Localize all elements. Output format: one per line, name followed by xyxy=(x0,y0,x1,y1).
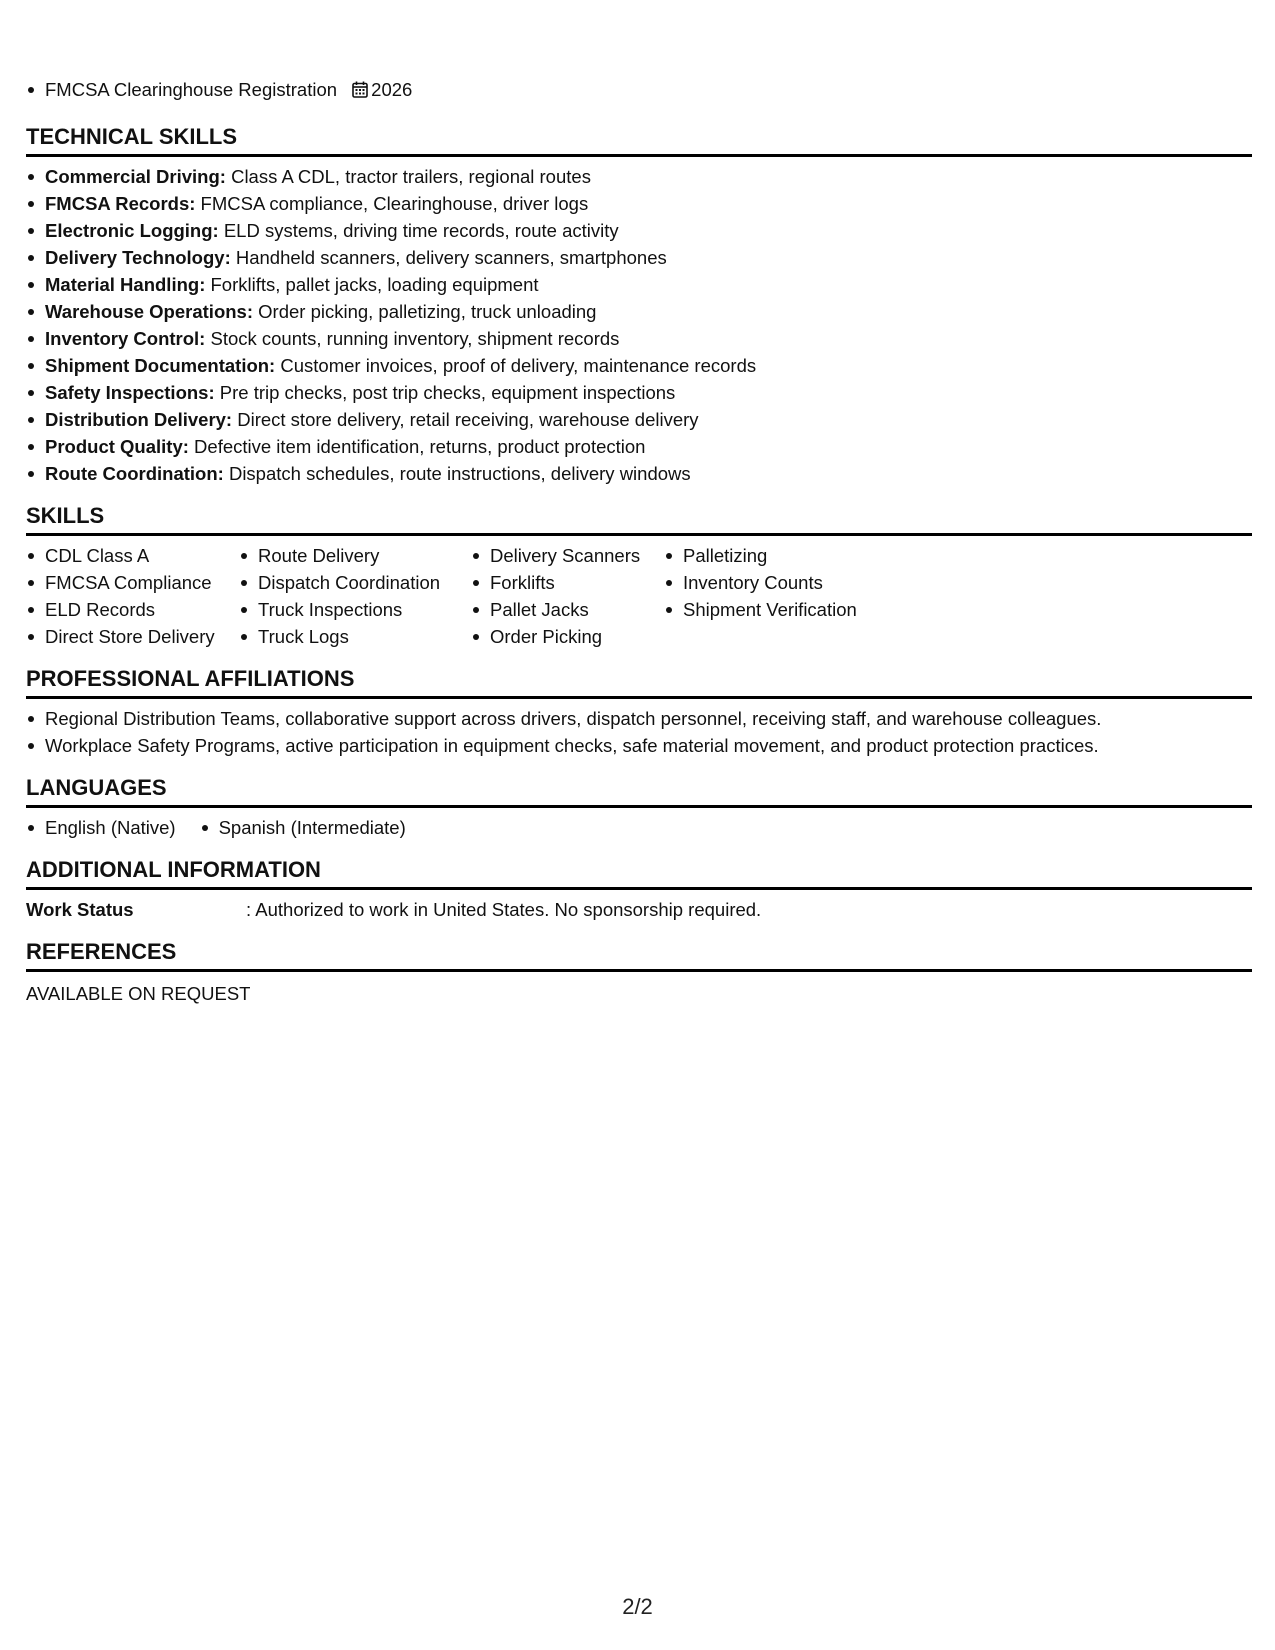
technical-skill-item xyxy=(26,217,1252,244)
resume-page xyxy=(26,76,1252,1007)
info-value: : Authorized to work in United States. No sponsorship required. xyxy=(246,899,762,920)
technical-skill-item xyxy=(26,352,1252,379)
skill-item: Delivery Scanners xyxy=(471,542,642,569)
certification-name: FMCSA Clearinghouse Registration xyxy=(45,79,338,100)
skill-item: Route Delivery xyxy=(239,542,449,569)
technical-skill-item xyxy=(26,244,1252,271)
skill-details: Direct store delivery, retail receiving, warehouse delivery xyxy=(232,409,699,430)
skill-category: Commercial Driving: xyxy=(45,166,226,187)
affiliation-item: Workplace Safety Programs, active participation in equipment checks, safe material movement, and product protection practices. xyxy=(26,732,1252,759)
languages-section xyxy=(26,775,1252,841)
skill-details: Dispatch schedules, route instructions, delivery windows xyxy=(223,463,691,484)
skill-item: Pallet Jacks xyxy=(471,596,642,623)
certification-item xyxy=(26,76,1252,108)
work-status-row xyxy=(26,890,1252,923)
technical-skill-item xyxy=(26,325,1252,352)
skill-category: Material Handling: xyxy=(45,274,206,295)
references-section xyxy=(26,939,1252,1007)
affiliations-section xyxy=(26,666,1252,759)
additional-info-section xyxy=(26,857,1252,923)
skill-item: CDL Class A xyxy=(26,542,217,569)
certifications-list xyxy=(26,76,1252,108)
technical-skill-item xyxy=(26,271,1252,298)
section-title: REFERENCES xyxy=(26,939,1252,972)
skill-category: Route Coordination: xyxy=(45,463,224,484)
affiliations-list xyxy=(26,699,1252,759)
language-item: English (Native) xyxy=(26,814,176,841)
skill-details: FMCSA compliance, Clearinghouse, driver logs xyxy=(195,193,589,214)
certification-year: 2026 xyxy=(371,79,413,100)
section-title: LANGUAGES xyxy=(26,775,1252,808)
skill-details: ELD systems, driving time records, route activity xyxy=(218,220,619,241)
skill-details: Defective item identification, returns, product protection xyxy=(188,436,646,457)
skill-item: Truck Logs xyxy=(239,623,449,650)
section-title: TECHNICAL SKILLS xyxy=(26,124,1252,157)
skill-item: Order Picking xyxy=(471,623,642,650)
skill-category: Warehouse Operations: xyxy=(45,301,253,322)
skills-column xyxy=(664,542,857,650)
skill-item: Dispatch Coordination xyxy=(239,569,449,596)
skill-category: Delivery Technology: xyxy=(45,247,231,268)
skill-item: Forklifts xyxy=(471,569,642,596)
technical-skill-item xyxy=(26,460,1252,487)
technical-skill-item xyxy=(26,163,1252,190)
skill-details: Stock counts, running inventory, shipment records xyxy=(205,328,620,349)
skill-item: ELD Records xyxy=(26,596,217,623)
skills-column xyxy=(239,542,449,650)
skill-item: Shipment Verification xyxy=(664,596,857,623)
skills-section xyxy=(26,503,1252,650)
skill-category: Electronic Logging: xyxy=(45,220,219,241)
technical-skills-section xyxy=(26,124,1252,487)
skill-item: Palletizing xyxy=(664,542,857,569)
page-number: 2/2 xyxy=(622,1594,653,1619)
info-key: Work Status xyxy=(26,899,134,920)
affiliation-item: Regional Distribution Teams, collaborative support across drivers, dispatch personnel, receiving staff, and warehouse colleagues. xyxy=(26,705,1252,732)
skills-column xyxy=(26,542,217,650)
skill-category: FMCSA Records: xyxy=(45,193,196,214)
skill-details: Class A CDL, tractor trailers, regional routes xyxy=(225,166,591,187)
skill-category: Distribution Delivery: xyxy=(45,409,233,430)
technical-skill-item xyxy=(26,379,1252,406)
references-text: AVAILABLE ON REQUEST xyxy=(26,983,251,1004)
section-title: SKILLS xyxy=(26,503,1252,536)
skill-category: Safety Inspections: xyxy=(45,382,215,403)
technical-skill-item xyxy=(26,190,1252,217)
skill-item: FMCSA Compliance xyxy=(26,569,217,596)
skill-details: Forklifts, pallet jacks, loading equipment xyxy=(205,274,539,295)
technical-skill-item xyxy=(26,406,1252,433)
technical-skill-item xyxy=(26,433,1252,460)
skills-grid xyxy=(26,536,1252,650)
skill-details: Pre trip checks, post trip checks, equipment inspections xyxy=(214,382,676,403)
technical-skill-item xyxy=(26,298,1252,325)
skill-item: Direct Store Delivery xyxy=(26,623,217,650)
skill-category: Inventory Control: xyxy=(45,328,206,349)
skill-item: Inventory Counts xyxy=(664,569,857,596)
calendar-icon xyxy=(352,78,368,105)
languages-list xyxy=(26,808,1252,841)
skills-column xyxy=(471,542,642,650)
language-item: Spanish (Intermediate) xyxy=(200,814,406,841)
skill-details: Customer invoices, proof of delivery, maintenance records xyxy=(275,355,757,376)
section-title: PROFESSIONAL AFFILIATIONS xyxy=(26,666,1252,699)
skill-category: Product Quality: xyxy=(45,436,189,457)
skill-item: Truck Inspections xyxy=(239,596,449,623)
technical-skills-list xyxy=(26,157,1252,487)
skill-category: Shipment Documentation: xyxy=(45,355,276,376)
skill-details: Handheld scanners, delivery scanners, smartphones xyxy=(230,247,667,268)
section-title: ADDITIONAL INFORMATION xyxy=(26,857,1252,890)
skill-details: Order picking, palletizing, truck unloading xyxy=(253,301,597,322)
